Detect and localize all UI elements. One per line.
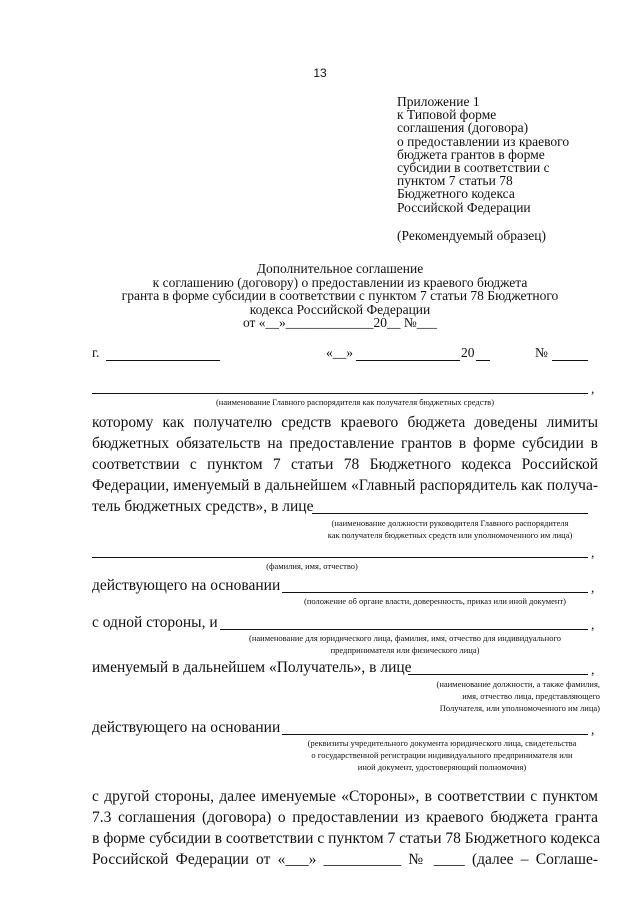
page-number: 13	[313, 66, 327, 80]
appendix-line: о предоставлении из краевого	[397, 133, 570, 149]
paragraph-line: в форме субсидии в соответствии с пунктом 7 статьи 78 Бюджетного кодекса	[92, 830, 601, 847]
recipient-field[interactable]	[408, 674, 588, 675]
caption-line: (реквизиты учредительного документа юридического лица, свидетельства	[307, 738, 577, 748]
appendix-header	[397, 95, 569, 214]
comma: ,	[591, 545, 595, 560]
main-manager-caption: (наименование Главного распорядителя как получателя бюджетных средств)	[215, 397, 495, 407]
fio-field[interactable]	[92, 557, 588, 558]
number-label: №	[535, 345, 548, 360]
caption-line: как получателя бюджетных средств или уполномоченного им лица)	[327, 530, 573, 540]
date-label: «__»	[326, 345, 353, 360]
appendix-line: Бюджетного кодекса	[397, 186, 515, 202]
caption-line: (наименование для юридического лица, фамилия, имя, отчество для индивидуального	[249, 633, 561, 643]
sample-note: (Рекомендуемый образец)	[397, 228, 546, 243]
paragraph-line: Российской Федерации от «___» __________ № ____ (далее – Соглаше-	[92, 851, 598, 868]
entity-caption	[220, 632, 590, 656]
appendix-line: к Типовой форме	[397, 107, 497, 123]
recipient-label: именуемый в дальнейшем «Получатель», в лице	[92, 659, 412, 676]
position-field[interactable]	[312, 513, 588, 514]
caption-line: о государственной регистрации индивидуального предпринимателя или	[311, 750, 573, 760]
recipient-caption	[400, 678, 600, 714]
appendix-line: соглашения (договора)	[397, 120, 529, 136]
paragraph-line: бюджетных обязательств на предоставление грантов в форме субсидии в	[92, 435, 598, 452]
position-caption	[300, 517, 600, 541]
title-line: Дополнительное соглашение	[256, 261, 424, 276]
caption-line: иной документ, удостоверяющий полномочия)	[357, 762, 527, 772]
title-line: гранта в форме субсидии в соответствии с пунктом 7 статьи 78 Бюджетного	[121, 288, 559, 303]
acting-basis-label-2: действующего на основании	[92, 719, 281, 736]
requisites-caption	[282, 737, 602, 773]
paragraph-line: соответствии с пунктом 7 статьи 78 Бюджетного кодекса Российской	[92, 456, 598, 473]
acting-basis-label: действующего на основании	[92, 577, 281, 594]
title-line: к соглашению (договору) о предоставлении из краевого бюджета	[152, 274, 528, 290]
caption-line: имя, отчество лица, представляющего	[462, 691, 600, 701]
acting-basis-field[interactable]	[282, 592, 588, 593]
title-line: кодекса Российской Федерации	[249, 301, 431, 317]
requisites-field[interactable]	[282, 734, 588, 735]
document-title	[60, 262, 620, 330]
paragraph-main-manager	[92, 412, 598, 517]
appendix-line: Российской Федерации	[397, 199, 531, 215]
city-field[interactable]	[106, 360, 220, 361]
caption-line: (наименование должности руководителя Главного распорядителя	[331, 518, 569, 528]
comma: ,	[591, 662, 595, 677]
comma: ,	[591, 381, 595, 396]
date-field[interactable]	[356, 360, 460, 361]
title-line: от «__»_____________20__ №___	[242, 315, 438, 330]
year-label: 20	[461, 345, 475, 360]
paragraph-line: тель бюджетных средств», в лице	[92, 498, 314, 515]
paragraph-line: Федерации, именуемый в дальнейшем «Главный распорядитель как получа-	[92, 477, 598, 494]
city-label: г.	[92, 345, 100, 360]
comma: ,	[591, 617, 595, 632]
appendix-line: пунктом 7 статьи 78	[397, 173, 513, 189]
paragraph-line: 7.3 соглашения (договора) о предоставлении из краевого бюджета гранта	[92, 809, 598, 826]
one-side-label: с одной стороны, и	[92, 614, 218, 631]
appendix-line: субсидии в соответствии с	[397, 160, 550, 176]
caption-line: предпринимателя или физического лица)	[330, 645, 480, 655]
comma: ,	[591, 722, 595, 737]
paragraph-parties	[92, 786, 601, 870]
paragraph-line: с другой стороны, далее именуемые «Стороны», в соответствии с пунктом	[92, 788, 598, 805]
year-field[interactable]	[476, 360, 490, 361]
comma: ,	[591, 580, 595, 595]
entity-field[interactable]	[220, 629, 588, 630]
appendix-line: Приложение 1	[397, 94, 480, 109]
number-field[interactable]	[552, 360, 588, 361]
caption-line: (наименование должности, а также фамилия,	[436, 679, 600, 689]
fio-caption: (фамилия, имя, отчество)	[266, 561, 358, 571]
appendix-line: бюджета грантов в форме	[397, 146, 545, 162]
acting-basis-caption: (положение об органе власти, доверенность, приказ или иной документ)	[304, 596, 566, 606]
caption-line: Получателя, или уполномоченного им лица)	[439, 703, 600, 713]
main-manager-field[interactable]	[92, 393, 588, 394]
paragraph-line: которому как получателю средств краевого бюджета доведены лимиты	[92, 414, 598, 431]
